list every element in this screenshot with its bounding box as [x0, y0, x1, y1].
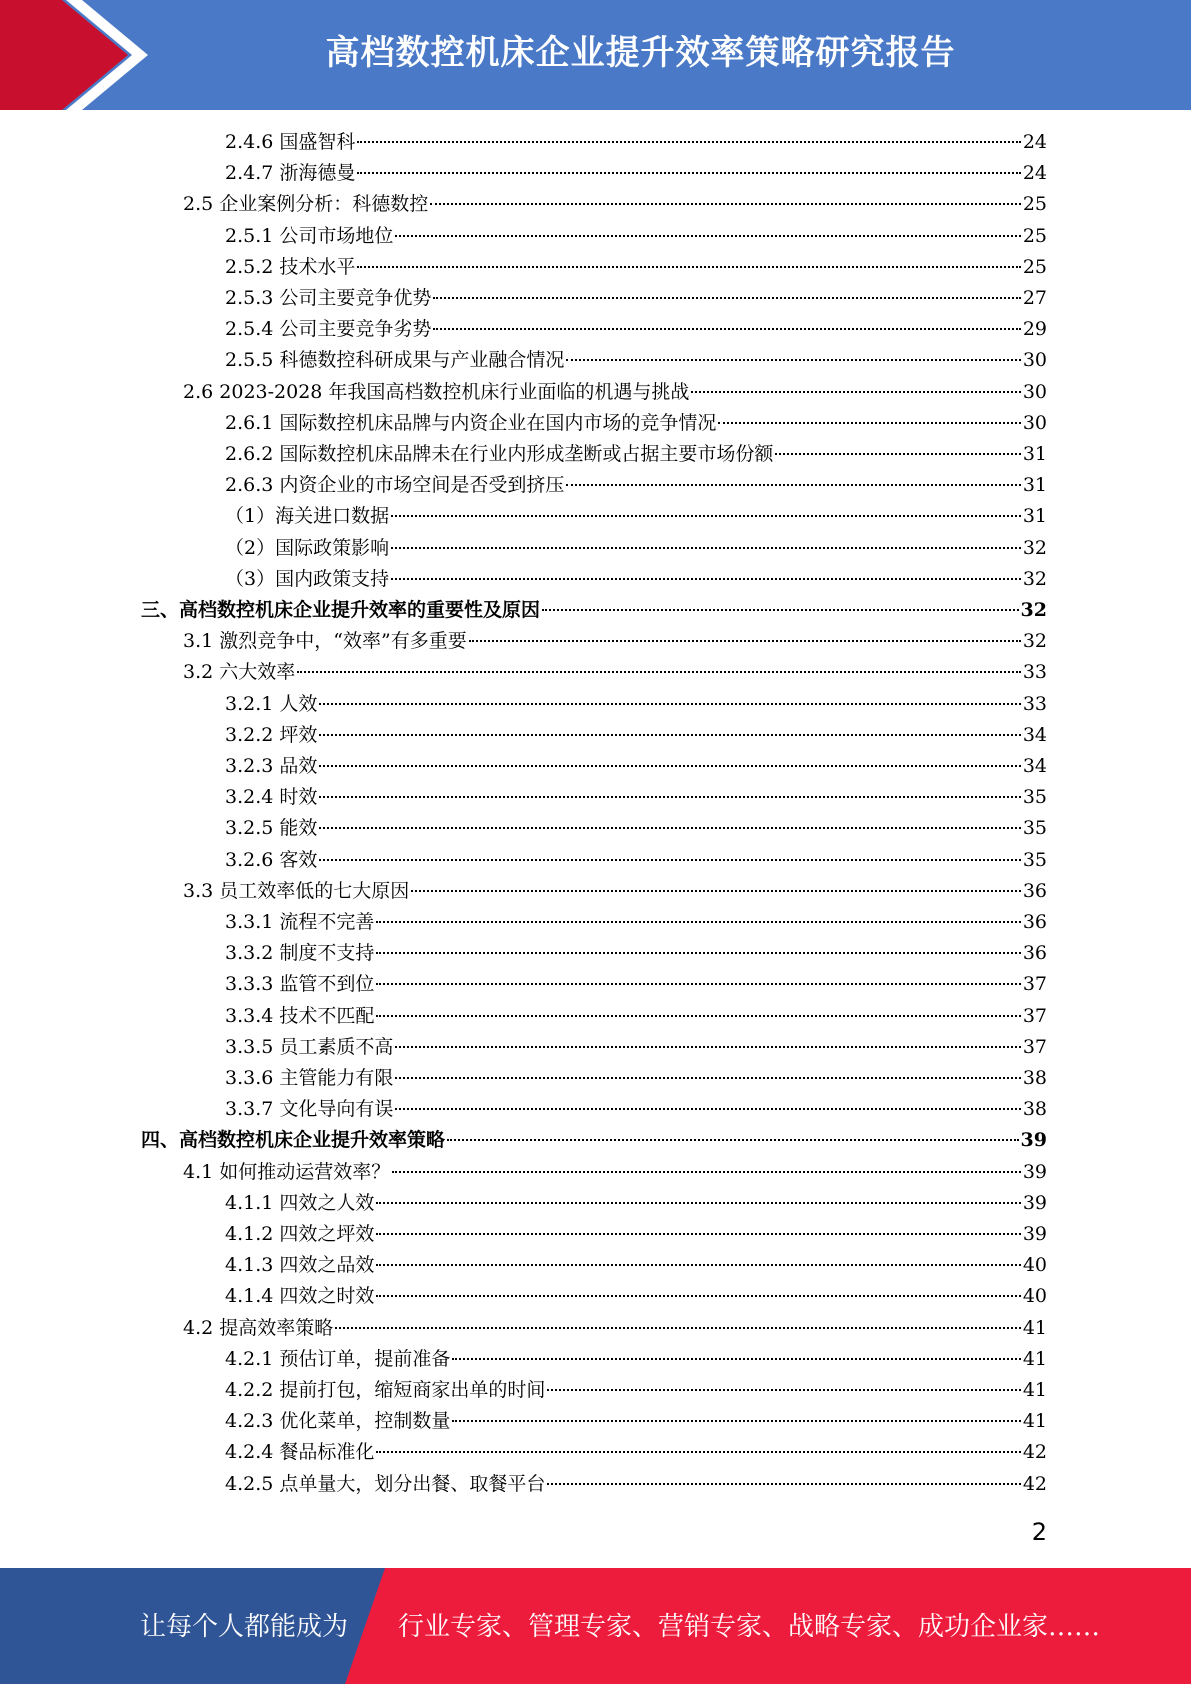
- toc-entry[interactable]: [225, 221, 1047, 252]
- toc-entry-title: 监管不到位: [279, 973, 375, 996]
- toc-entry-number: 2.6: [183, 380, 214, 403]
- toc-entry[interactable]: [225, 252, 1047, 283]
- toc-leader-dots: [357, 140, 1020, 143]
- toc-entry-label: [225, 1406, 450, 1437]
- toc-entry-label: [225, 127, 355, 158]
- toc-entry-number: 4.1.4: [225, 1285, 274, 1308]
- toc-entry-page: 36: [1022, 942, 1047, 965]
- toc-entry[interactable]: [183, 1313, 1047, 1344]
- toc-entry-page: 40: [1022, 1254, 1047, 1277]
- toc-entry-page: 39: [1022, 1223, 1047, 1245]
- toc-entry-number: 3.2.1: [225, 692, 274, 715]
- toc-entry-number: 3.2.6: [225, 848, 274, 871]
- page-header: [0, 0, 1191, 110]
- toc-leader-dots: [547, 1482, 1020, 1485]
- toc-entry-label: [225, 564, 389, 595]
- toc-entry-label: [183, 189, 428, 220]
- toc-entry-title: 激烈竞争中，“效率”有多重要: [219, 630, 467, 653]
- toc-entry-title: 餐品标准化: [279, 1441, 375, 1464]
- toc-entry[interactable]: [225, 1469, 1047, 1500]
- toc-entry-page: 27: [1022, 287, 1047, 309]
- toc-entry-page: 30: [1022, 411, 1047, 434]
- toc-leader-dots: [433, 327, 1020, 330]
- toc-entry-number: 4.2.5: [225, 1472, 274, 1495]
- toc-entry[interactable]: [225, 1406, 1047, 1437]
- toc-leader-dots: [775, 452, 1020, 455]
- toc-entry-number: 3.1: [183, 630, 214, 653]
- toc-entry[interactable]: [225, 1219, 1047, 1250]
- toc-entry-title: 国际数控机床品牌与内资企业在国内市场的竞争情况: [279, 411, 717, 434]
- toc-entry[interactable]: [225, 158, 1047, 189]
- toc-entry-title: 四效之坪效: [279, 1223, 375, 1245]
- toc-entry-page: 42: [1022, 1472, 1047, 1495]
- toc-leader-dots: [319, 764, 1020, 767]
- toc-entry-label: [225, 221, 393, 252]
- toc-entry-title: 六大效率: [219, 661, 296, 684]
- toc-entry-page: 30: [1022, 349, 1047, 372]
- toc-entry-label: [225, 782, 317, 813]
- toc-leader-dots: [391, 577, 1021, 580]
- toc-entry-page: 24: [1022, 131, 1047, 153]
- toc-entry[interactable]: [225, 1094, 1047, 1125]
- toc-entry[interactable]: [141, 595, 1047, 626]
- toc-entry[interactable]: [225, 439, 1047, 470]
- toc-entry-number: 3.2.5: [225, 817, 274, 840]
- toc-entry-title: 文化导向有误: [279, 1098, 394, 1121]
- toc-entry[interactable]: [225, 1188, 1047, 1219]
- toc-entry-page: 40: [1022, 1285, 1047, 1308]
- toc-entry-number: 4.2.2: [225, 1379, 274, 1401]
- toc-entry-page: 31: [1022, 474, 1047, 497]
- toc-entry-label: [225, 1437, 374, 1468]
- toc-entry-label: [225, 501, 389, 532]
- toc-entry-label: [225, 969, 374, 1000]
- toc-entry-label: [225, 1250, 374, 1281]
- toc-entry-page: 29: [1022, 318, 1047, 341]
- toc-entry[interactable]: [141, 1125, 1047, 1156]
- toc-leader-dots: [297, 670, 1021, 673]
- toc-entry-title: 能效: [279, 817, 318, 840]
- toc-entry-label: [183, 1313, 333, 1344]
- toc-entry-page: 41: [1022, 1410, 1047, 1433]
- toc-entry-label: [225, 345, 564, 376]
- toc-entry-title: 国际数控机床品牌未在行业内形成垄断或占据主要市场份额: [279, 443, 774, 465]
- toc-entry-label: [225, 689, 317, 720]
- toc-leader-dots: [430, 202, 1021, 205]
- toc-entry-number: 4.2: [183, 1316, 214, 1339]
- toc-leader-dots: [376, 1232, 1020, 1235]
- toc-entry-number: 2.5.2: [225, 255, 274, 278]
- toc-leader-dots: [691, 390, 1020, 393]
- toc-leader-dots: [335, 1326, 1021, 1329]
- toc-entry-page: 32: [1020, 599, 1047, 621]
- toc-entry-label: [225, 1188, 374, 1219]
- toc-entry-label: [225, 533, 389, 564]
- toc-entry-number: 3.3.6: [225, 1067, 274, 1089]
- toc-entry[interactable]: [183, 377, 1047, 408]
- toc-entry-page: 41: [1022, 1347, 1047, 1370]
- toc-entry-page: 38: [1022, 1067, 1047, 1089]
- toc-entry-number: 2.6.1: [225, 411, 274, 434]
- toc-entry-title: 技术不匹配: [279, 1004, 375, 1027]
- toc-entry-page: 37: [1022, 1035, 1047, 1058]
- toc-entry-label: [225, 283, 431, 314]
- toc-entry-title: 提高效率策略: [219, 1316, 334, 1339]
- toc-entry-number: 3.3.4: [225, 1004, 274, 1027]
- toc-entry-page: 31: [1022, 443, 1047, 465]
- toc-entry-title: 时效: [279, 786, 318, 809]
- toc-entry-number: （3）: [225, 567, 276, 590]
- toc-leader-dots: [319, 858, 1020, 861]
- toc-entry-title: 高档数控机床企业提升效率的重要性及原因: [179, 599, 541, 621]
- toc-entry-label: [225, 845, 317, 876]
- toc-entry-page: 35: [1022, 786, 1047, 809]
- toc-entry-label: [225, 158, 355, 189]
- toc-leader-dots: [392, 1170, 1021, 1173]
- toc-entry-title: 预估订单，提前准备: [279, 1347, 451, 1370]
- toc-leader-dots: [395, 234, 1020, 237]
- toc-entry-title: 流程不完善: [279, 911, 375, 933]
- toc-leader-dots: [376, 951, 1020, 954]
- toc-leader-dots: [718, 421, 1020, 424]
- toc-leader-dots: [376, 1201, 1020, 1204]
- toc-entry-title: 提前打包，缩短商家出单的时间: [279, 1379, 546, 1401]
- toc-entry[interactable]: [183, 1157, 1047, 1188]
- toc-entry-title: 四效之品效: [279, 1254, 375, 1277]
- toc-entry-page: 37: [1022, 1004, 1047, 1027]
- toc-entry-title: 高档数控机床企业提升效率策略: [179, 1129, 446, 1152]
- toc-entry-label: [225, 1344, 450, 1375]
- toc-entry-page: 39: [1022, 1160, 1047, 1183]
- toc-entry-label: [225, 314, 431, 345]
- toc-entry-title: 人效: [279, 692, 318, 715]
- toc-entry-page: 35: [1022, 848, 1047, 871]
- toc-entry-title: 浙海德曼: [279, 162, 356, 185]
- toc-entry-number: 2.6.2: [225, 443, 274, 465]
- toc-leader-dots: [452, 1357, 1020, 1360]
- toc-leader-dots: [395, 1107, 1020, 1110]
- toc-entry-page: 41: [1022, 1379, 1047, 1401]
- toc-entry-label: [183, 377, 689, 408]
- toc-entry-number: 4.1.1: [225, 1191, 274, 1214]
- toc-entry-title: 国际政策影响: [275, 536, 390, 559]
- toc-entry-page: 32: [1022, 567, 1047, 590]
- toc-entry-page: 36: [1022, 911, 1047, 933]
- toc-entry[interactable]: [225, 314, 1047, 345]
- toc-entry-page: 25: [1022, 224, 1047, 247]
- toc-entry-label: [225, 252, 355, 283]
- toc-entry-page: 35: [1022, 817, 1047, 840]
- toc-entry-label: [225, 751, 317, 782]
- toc-entry-number: 3.2.4: [225, 786, 274, 809]
- toc-entry[interactable]: [183, 657, 1047, 688]
- toc-entry-title: 技术水平: [279, 255, 356, 278]
- toc-entry-number: 4.1: [183, 1160, 214, 1183]
- toc-entry[interactable]: [183, 189, 1047, 220]
- toc-entry[interactable]: [225, 1063, 1047, 1094]
- toc-entry-page: 42: [1022, 1441, 1047, 1464]
- toc-entry-label: [225, 1281, 374, 1312]
- toc-entry[interactable]: [225, 127, 1047, 158]
- toc-leader-dots: [433, 296, 1020, 299]
- toc-entry-number: 3.2.2: [225, 723, 274, 746]
- toc-entry-number: 四、: [141, 1129, 180, 1152]
- toc-entry-page: 32: [1022, 630, 1047, 653]
- toc-entry-label: [183, 657, 295, 688]
- toc-entry-label: [225, 408, 716, 439]
- toc-entry-page: 32: [1022, 536, 1047, 559]
- toc-entry-page: 34: [1022, 723, 1047, 746]
- toc-entry-page: 34: [1022, 755, 1047, 777]
- toc-entry[interactable]: [225, 501, 1047, 532]
- toc-leader-dots: [469, 639, 1021, 642]
- toc-leader-dots: [376, 1263, 1020, 1266]
- toc-entry-number: 4.1.2: [225, 1223, 274, 1245]
- toc-leader-dots: [411, 889, 1021, 892]
- toc-entry[interactable]: [225, 782, 1047, 813]
- toc-entry-title: 企业案例分析：科德数控: [219, 193, 429, 216]
- toc-entry-label: [225, 1219, 374, 1250]
- toc-entry-page: 25: [1022, 193, 1047, 216]
- toc-entry-page: 33: [1022, 661, 1047, 684]
- toc-entry-title: 公司主要竞争劣势: [279, 318, 432, 341]
- toc-entry-title: 海关进口数据: [275, 505, 390, 528]
- page-number: 2: [1031, 1518, 1047, 1546]
- toc-entry-title: 品效: [279, 755, 318, 777]
- toc-entry-title: 公司市场地位: [279, 224, 394, 247]
- toc-entry-number: 2.5.4: [225, 318, 274, 341]
- toc-entry-number: 4.1.3: [225, 1254, 274, 1277]
- toc-leader-dots: [547, 1388, 1020, 1391]
- toc-entry-number: 2.6.3: [225, 474, 274, 497]
- toc-entry-title: 点单量大，划分出餐、取餐平台: [279, 1472, 546, 1495]
- toc-entry-label: [225, 1032, 393, 1063]
- toc-leader-dots: [319, 826, 1020, 829]
- toc-leader-dots: [566, 483, 1020, 486]
- toc-entry-number: 三、: [141, 599, 180, 621]
- toc-entry-title: 国内政策支持: [275, 567, 390, 590]
- toc-entry-label: [183, 626, 467, 657]
- toc-entry-title: 四效之人效: [279, 1191, 375, 1214]
- toc-leader-dots: [566, 358, 1020, 361]
- toc-entry[interactable]: [225, 845, 1047, 876]
- toc-entry-label: [225, 1063, 393, 1094]
- toc-leader-dots: [376, 982, 1020, 985]
- toc-entry-label: [225, 1375, 545, 1406]
- toc-entry-number: 2.4.6: [225, 131, 274, 153]
- toc-entry-label: [225, 1469, 545, 1500]
- toc-entry-title: 员工素质不高: [279, 1035, 394, 1058]
- toc-entry[interactable]: [225, 345, 1047, 376]
- toc-entry[interactable]: [225, 751, 1047, 782]
- toc-entry-label: [225, 907, 374, 938]
- toc-entry[interactable]: [225, 564, 1047, 595]
- toc-entry-title: 坪效: [279, 723, 318, 746]
- toc-entry-page: 36: [1022, 879, 1047, 902]
- toc-entry-title: 科德数控科研成果与产业融合情况: [279, 349, 565, 372]
- toc-leader-dots: [376, 1450, 1020, 1453]
- toc-entry[interactable]: [225, 1344, 1047, 1375]
- toc-entry-number: 2.5.1: [225, 224, 274, 247]
- toc-entry-number: 3.3.5: [225, 1035, 274, 1058]
- toc-entry-label: [225, 938, 374, 969]
- toc-leader-dots: [391, 514, 1021, 517]
- toc-leader-dots: [319, 795, 1020, 798]
- toc-entry-number: 3.2.3: [225, 755, 274, 777]
- toc-leader-dots: [357, 265, 1020, 268]
- toc-entry-number: 4.2.3: [225, 1410, 274, 1433]
- document-title: 高档数控机床企业提升效率策略研究报告: [325, 33, 956, 73]
- toc-entry[interactable]: [225, 1375, 1047, 1406]
- toc-entry-title: 优化菜单，控制数量: [279, 1410, 451, 1433]
- toc-entry-title: 主管能力有限: [279, 1067, 394, 1089]
- toc-entry[interactable]: [225, 907, 1047, 938]
- toc-entry-label: [141, 1125, 445, 1156]
- toc-entry-number: （1）: [225, 505, 276, 528]
- toc-entry-page: 39: [1022, 1191, 1047, 1214]
- toc-entry[interactable]: [225, 1001, 1047, 1032]
- toc-entry-title: 内资企业的市场空间是否受到挤压: [279, 474, 565, 497]
- toc-entry-title: 四效之时效: [279, 1285, 375, 1308]
- toc-entry-number: 3.2: [183, 661, 214, 684]
- footer-slogan-right: 行业专家、管理专家、营销专家、战略专家、成功企业家……: [398, 1612, 1101, 1642]
- toc-entry-page: 31: [1022, 505, 1047, 528]
- toc-entry-number: 4.2.4: [225, 1441, 274, 1464]
- toc-entry-label: [141, 595, 540, 626]
- toc-entry-number: 2.5: [183, 193, 214, 216]
- toc-entry[interactable]: [225, 408, 1047, 439]
- toc-entry-label: [183, 876, 409, 907]
- toc-entry-page: 37: [1022, 973, 1047, 996]
- toc-entry-title: 2023-2028 年我国高档数控机床行业面临的机遇与挑战: [219, 380, 690, 403]
- toc-entry-number: 3.3.7: [225, 1098, 274, 1121]
- toc-leader-dots: [447, 1138, 1019, 1141]
- toc-leader-dots: [452, 1419, 1020, 1422]
- toc-entry-title: 员工效率低的七大原因: [219, 879, 410, 902]
- toc-entry-title: 国盛智科: [279, 131, 356, 153]
- toc-entry-number: 2.4.7: [225, 162, 274, 185]
- toc-entry-page: 39: [1020, 1129, 1047, 1152]
- toc-entry-number: 3.3.3: [225, 973, 274, 996]
- toc-entry[interactable]: [225, 1032, 1047, 1063]
- toc-entry-label: [183, 1157, 390, 1188]
- toc-leader-dots: [319, 702, 1020, 705]
- toc-entry[interactable]: [225, 283, 1047, 314]
- toc-entry-number: 2.5.5: [225, 349, 274, 372]
- toc-entry-page: 30: [1022, 380, 1047, 403]
- toc-entry-number: 3.3.2: [225, 942, 274, 965]
- toc-entry-page: 38: [1022, 1098, 1047, 1121]
- toc-leader-dots: [395, 1045, 1020, 1048]
- toc-leader-dots: [376, 1294, 1020, 1297]
- toc-entry[interactable]: [183, 876, 1047, 907]
- page-footer: [0, 1568, 1191, 1684]
- toc-entry-number: 2.5.3: [225, 287, 274, 309]
- toc-entry-page: 24: [1022, 162, 1047, 185]
- toc-leader-dots: [376, 1014, 1020, 1017]
- toc-entry-label: [225, 1001, 374, 1032]
- toc-entry[interactable]: [225, 470, 1047, 501]
- toc-entry[interactable]: [225, 689, 1047, 720]
- toc-leader-dots: [395, 1076, 1020, 1079]
- toc-entry-label: [225, 720, 317, 751]
- toc-entry-number: 4.2.1: [225, 1347, 274, 1370]
- toc-entry-title: 制度不支持: [279, 942, 375, 965]
- toc-entry[interactable]: [225, 533, 1047, 564]
- toc-entry-label: [225, 813, 317, 844]
- toc-leader-dots: [391, 546, 1021, 549]
- toc-entry-page: 41: [1022, 1316, 1047, 1339]
- toc-leader-dots: [319, 733, 1020, 736]
- toc-entry-page: 33: [1022, 692, 1047, 715]
- toc-entry-label: [225, 1094, 393, 1125]
- toc-leader-dots: [542, 608, 1019, 611]
- toc-entry-number: （2）: [225, 536, 276, 559]
- toc-entry[interactable]: [183, 626, 1047, 657]
- toc-entry[interactable]: [225, 1281, 1047, 1312]
- toc-entry[interactable]: [225, 969, 1047, 1000]
- toc-entry[interactable]: [225, 1250, 1047, 1281]
- toc-leader-dots: [376, 920, 1020, 923]
- toc-entry[interactable]: [225, 938, 1047, 969]
- toc-entry-title: 客效: [279, 848, 318, 871]
- toc-entry-number: 3.3: [183, 879, 214, 902]
- toc-entry-number: 3.3.1: [225, 911, 274, 933]
- footer-slogan-left: 让每个人都能成为: [140, 1612, 349, 1642]
- toc-entry-label: [225, 439, 773, 470]
- toc-entry[interactable]: [225, 720, 1047, 751]
- toc-entry[interactable]: [225, 813, 1047, 844]
- toc-entry[interactable]: [225, 1437, 1047, 1468]
- toc-leader-dots: [357, 171, 1020, 174]
- toc-entry-label: [225, 470, 564, 501]
- toc-entry-page: 25: [1022, 255, 1047, 278]
- toc-entry-title: 公司主要竞争优势: [279, 287, 432, 309]
- toc-entry-title: 如何推动运营效率？: [219, 1160, 391, 1183]
